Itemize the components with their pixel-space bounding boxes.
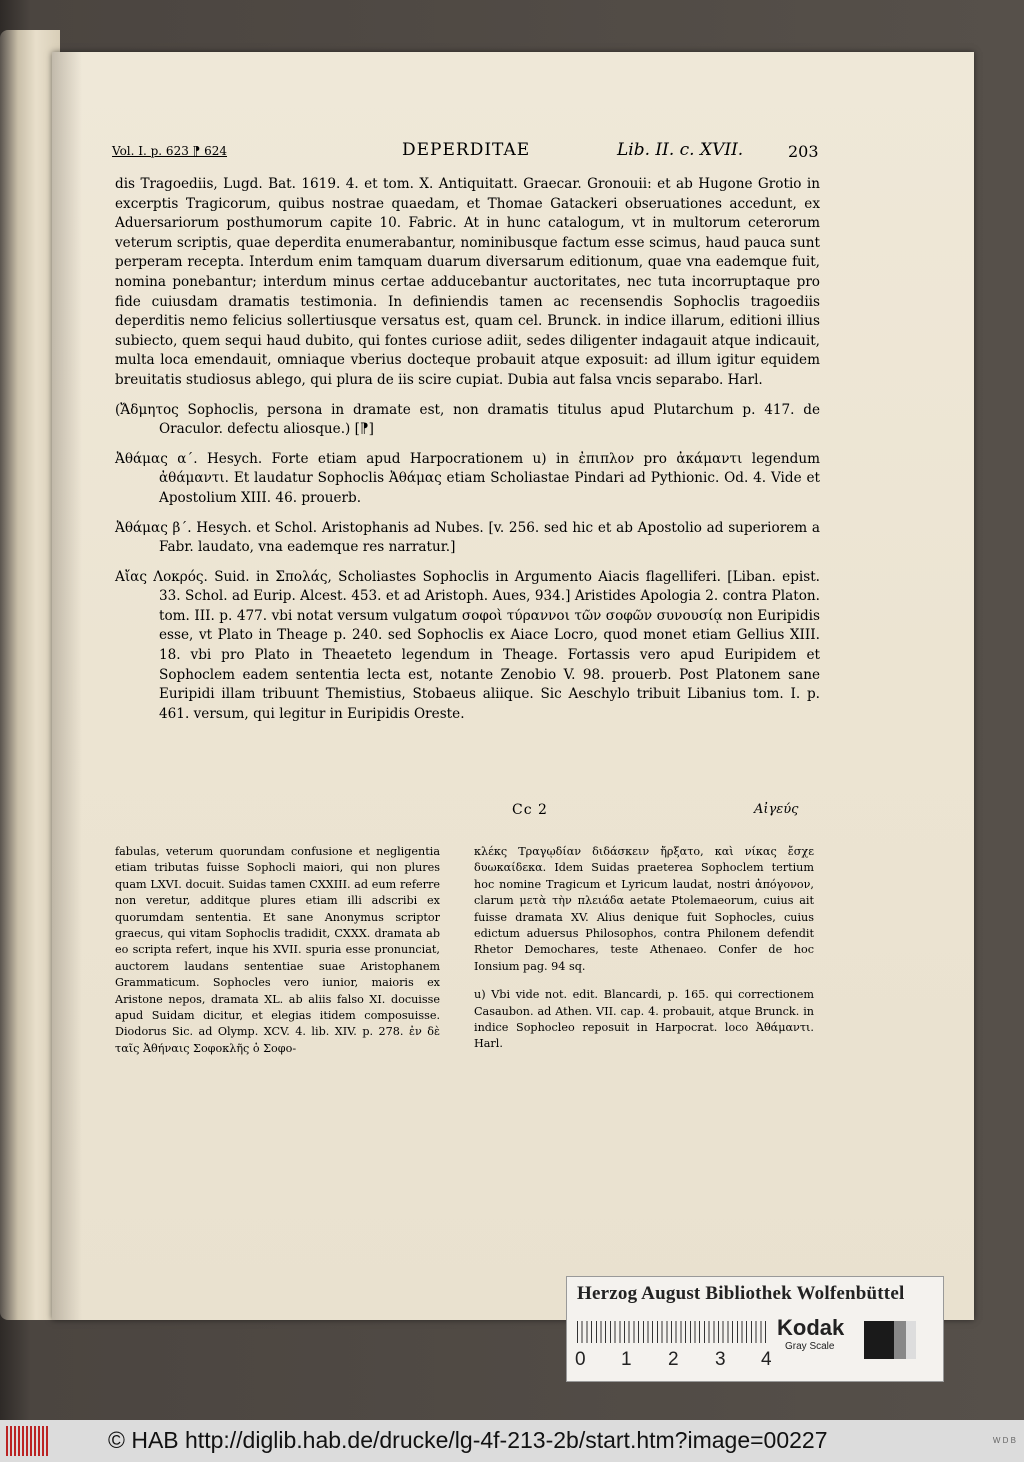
ruler-number: 0: [575, 1349, 586, 1370]
entry-athamas-1: Ἀθάμας α΄. Hesych. Forte etiam apud Harpocrationem u) in ἐπιπλον pro ἀκάμαντι legendum ἀθάμαντι. Et laudatur Sophoclis Ἀθάμας etiam Scholiastae Pindari ad Pythionic. Od. 4. Vide et Apostolium XIII. 46. prouerb.: [115, 450, 820, 506]
footnote-right-text: κλέκς Τραγῳδίαν διδάσκειν ἤρξατο, καὶ νίκας ἔσχε δυωκαίδεκα. Idem Suidas praeterea Sophoclem tertium hoc nomine Tragicum et Lyricum laudat, nostri ἀπόγονον, clarum μετὰ τὴν πλειάδα aetate Ptolemaeorum, cuius ait fuisse dramata XV. Alius denique fuit Sophocles, cuius edictum aduersus Philosophos, contra Philonem defendit Rhetor Demochares, teste Athenaeo. Confer de hoc Ionsium pag. 94 sq.: [474, 845, 814, 973]
entry-aias-lokros: Αἴας Λοκρός. Suid. in Σπολάς, Scholiastes Sophoclis in Argumento Aiacis flagelliferi. [Liban. epist. 33. Schol. ad Eurip. Alcest. 453. et ad Aristoph. Aues, 934.] Aristides Apologia 2. contra Platon. tom. III. p. 477. vbi notat versum vulgatum σοφοὶ τύραννοι τῶν σοφῶν συνουσίᾳ non Euripidis esse, vt Plato in Theage p. 240. sed Sophoclis ex Aiace Locro, quod monet etiam Gellius XIII. 18. vbi pro Plato in Theaeteto legendum in Theage. Fortassis vero apud Euripidem et Sophoclem eadem sententia lecta est, notante Zenobio V. 98. prouerb. Post Platonem sane Euripidi illam tribuunt Themistius, Stobaeus aliique. Sic Aeschylo tribuit Libanius tom. I. p. 461. versum, qui legitur in Euripidis Oreste.: [115, 568, 820, 722]
ruler-number: 3: [715, 1349, 726, 1370]
scale-ruler: [577, 1321, 767, 1343]
footnote-u: u) Vbi vide not. edit. Blancardi, p. 165. qui correctionem Casaubon. ad Athen. VII. cap. 4. probauit, atque Brunck. in indice Sophocleo reposuit in Harpocrat. loco Ἀθάμαντι. Harl.: [474, 988, 814, 1051]
intro-paragraph: dis Tragoediis, Lugd. Bat. 1619. 4. et tom. X. Antiquitatt. Graecar. Gronouii: et ab Hugone Grotio in excerptis Tragicorum, quibus nostrae quaedam, et Thomae Gatackeri obseruationes accedunt, ex Aduersariorum posthumorum capite 10. Fabric. At in hunc catalogum, vt in multorum ceterorum veterum scriptis, quae deperdita enumerabantur, nominibusque factum esse scimus, haud pauca sunt perperam recepta. Interdum enim tamquam duarum diversarum editionum, quae vna eademque fuit, nomina ponebantur; interdum minus certae adducebantur auctoritates, nec tuta incorruptaque pro fide cuiusdam dramatis testimonia. In definiendis tamen ac recensendis Sophoclis tragoediis deperditis nemo felicius sollertiusque versatus est, quam cel. Brunck. in indice illarum, editioni illius subiecto, quem sequi haud dubito, qui fontes curiose adiit, sedes diligenter indagauit atque indicauit, multa loca emendauit, omniaque vberius docteque probauit atque exposuit: ad illum igitur equidem breuitatis studiosus ablego, qui plura de iis scire cupiat. Dubia aut falsa vncis separabo. Harl.: [115, 176, 820, 388]
header-volume-ref: Vol. I. p. 623 ⁋ 624: [112, 144, 228, 158]
page-gutter-shadow: [52, 52, 82, 1320]
footnote-left-text: fabulas, veterum quorundam confusione et negligentia etiam tributas fuisse Sophocli maiori, qui non plures quam LXVI. docuit. Suidas tamen CXXIII. ad eum referre non veretur, additque plures etiam illi adscribi ex quorumdam sententia. Et sane Anonymus scriptor graecus, qui vitam Sophoclis tradidit, CXXX. dramata ab eo scripta refert, inque his XVII. spuria esse pronunciat, auctorem laudans sententiae suae Aristophanem Grammaticum. Sophocles vero iunior, maioris ex Aristone nepos, dramata XL. ab aliis falso XI. docuisse apud Suidam dicitur, et elegias itidem composuisse. Diodorus Sic. ad Olymp. XCV. 4. lib. XIV. p. 278. ἐν δὲ ταῖς Ἀθήναις Σοφοκλῆς ὁ Σοφο-: [115, 845, 440, 1055]
page-number: 203: [788, 142, 819, 161]
footnote-column-right: [474, 844, 814, 1065]
footer-bar: [0, 1420, 1024, 1462]
gray-patch-white: [906, 1321, 916, 1359]
library-color-card: [566, 1276, 944, 1382]
main-text: [115, 175, 820, 734]
header-book-chapter: Lib. II. c. XVII.: [617, 140, 744, 160]
catchword: Αἰγεύς: [754, 802, 799, 817]
gray-patch-mid: [894, 1321, 906, 1359]
kodak-logo: Kodak: [777, 1315, 845, 1340]
header-title: DEPERDITAE: [402, 140, 531, 160]
gray-patch-black: [864, 1321, 894, 1359]
footer-tiny-mark: W D B: [992, 1436, 1016, 1445]
book-edge: [0, 30, 60, 1320]
entry-admetos: (Ἄδμητος Sophoclis, persona in dramate est, non dramatis titulus apud Plutarchum p. 417. de Oraculor. defectu aliosque.) [⁋]: [115, 401, 820, 438]
barcode-icon: [6, 1426, 48, 1456]
copyright-url[interactable]: © HAB http://diglib.hab.de/drucke/lg-4f-213-2b/start.htm?image=00227: [108, 1427, 828, 1453]
signature-mark: Cc 2: [512, 802, 548, 818]
footnote-column-left: [115, 844, 440, 1069]
ruler-number: 2: [668, 1349, 679, 1370]
gray-scale-label: Gray Scale: [785, 1341, 835, 1352]
entry-athamas-2: Ἀθάμας β΄. Hesych. et Schol. Aristophanis ad Nubes. [v. 256. sed hic et ab Apostolio ad superiorem a Fabr. laudato, vna eademque res narratur.]: [115, 519, 820, 556]
running-header: [112, 140, 822, 164]
library-name: Herzog August Bibliothek Wolfenbüttel: [577, 1283, 905, 1304]
ruler-number: 4: [761, 1349, 772, 1370]
ruler-number: 1: [621, 1349, 632, 1370]
